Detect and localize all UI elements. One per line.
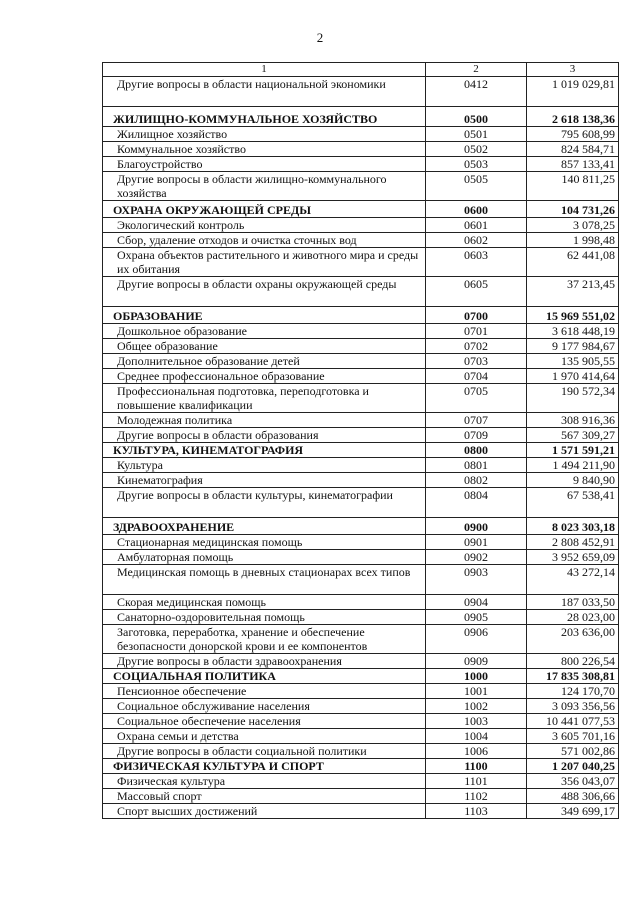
table-row — [103, 699, 619, 714]
row-name: Социальное обеспечение населения — [103, 714, 426, 729]
row-amount: 104 731,26 — [527, 201, 619, 218]
table-row — [103, 218, 619, 233]
row-amount: 15 969 551,02 — [527, 307, 619, 324]
row-code: 1002 — [426, 699, 527, 714]
table-row — [103, 277, 619, 307]
table-row — [103, 789, 619, 804]
row-amount: 62 441,08 — [527, 248, 619, 277]
row-name: Медицинская помощь в дневных стационарах всех типов — [103, 565, 426, 595]
row-name: Дошкольное образование — [103, 324, 426, 339]
row-amount: 140 811,25 — [527, 172, 619, 201]
row-code: 0905 — [426, 610, 527, 625]
row-amount: 9 177 984,67 — [527, 339, 619, 354]
row-code: 0600 — [426, 201, 527, 218]
row-amount: 3 078,25 — [527, 218, 619, 233]
table-header-row — [103, 63, 619, 77]
table-row — [103, 428, 619, 443]
table-row — [103, 172, 619, 201]
row-code: 0909 — [426, 654, 527, 669]
section-row — [103, 307, 619, 324]
header-col-2: 2 — [426, 63, 527, 77]
table-row — [103, 535, 619, 550]
row-name: Кинематография — [103, 473, 426, 488]
row-code: 1000 — [426, 669, 527, 684]
table-row — [103, 714, 619, 729]
row-code: 0709 — [426, 428, 527, 443]
row-name: Коммунальное хозяйство — [103, 142, 426, 157]
row-code: 0903 — [426, 565, 527, 595]
row-amount: 3 952 659,09 — [527, 550, 619, 565]
row-name: Санаторно-оздоровительная помощь — [103, 610, 426, 625]
row-name: Скорая медицинская помощь — [103, 595, 426, 610]
row-amount: 308 916,36 — [527, 413, 619, 428]
table-row — [103, 654, 619, 669]
row-code: 0702 — [426, 339, 527, 354]
row-code: 0700 — [426, 307, 527, 324]
table-row — [103, 550, 619, 565]
row-name: Жилищное хозяйство — [103, 127, 426, 142]
row-amount: 135 905,55 — [527, 354, 619, 369]
row-name: ОБРАЗОВАНИЕ — [103, 307, 426, 324]
section-row — [103, 107, 619, 127]
row-name: Другие вопросы в области образования — [103, 428, 426, 443]
row-amount: 800 226,54 — [527, 654, 619, 669]
row-name: Спорт высших достижений — [103, 804, 426, 819]
row-code: 1102 — [426, 789, 527, 804]
table-row — [103, 354, 619, 369]
table-row — [103, 77, 619, 107]
row-amount: 187 033,50 — [527, 595, 619, 610]
row-amount: 124 170,70 — [527, 684, 619, 699]
page-number: 2 — [316, 30, 324, 45]
section-row — [103, 669, 619, 684]
row-name: Социальное обслуживание населения — [103, 699, 426, 714]
row-amount: 17 835 308,81 — [527, 669, 619, 684]
row-amount: 1 571 591,21 — [527, 443, 619, 458]
row-amount: 1 998,48 — [527, 233, 619, 248]
row-amount: 2 618 138,36 — [527, 107, 619, 127]
table-row — [103, 774, 619, 789]
row-amount: 67 538,41 — [527, 488, 619, 518]
row-name: Профессиональная подготовка, переподготовка и повышение квалификации — [103, 384, 426, 413]
row-code: 0902 — [426, 550, 527, 565]
row-amount: 3 618 448,19 — [527, 324, 619, 339]
row-code: 0901 — [426, 535, 527, 550]
table-row — [103, 127, 619, 142]
row-amount: 190 572,34 — [527, 384, 619, 413]
row-name: Культура — [103, 458, 426, 473]
row-name: Экологический контроль — [103, 218, 426, 233]
row-amount: 857 133,41 — [527, 157, 619, 172]
row-amount: 356 043,07 — [527, 774, 619, 789]
row-code: 1003 — [426, 714, 527, 729]
row-amount: 9 840,90 — [527, 473, 619, 488]
row-amount: 10 441 077,53 — [527, 714, 619, 729]
budget-table-container — [102, 62, 614, 819]
budget-table-body — [103, 63, 619, 819]
table-row — [103, 142, 619, 157]
row-amount: 349 699,17 — [527, 804, 619, 819]
row-code: 0500 — [426, 107, 527, 127]
row-amount: 3 093 356,56 — [527, 699, 619, 714]
row-code: 0701 — [426, 324, 527, 339]
row-amount: 28 023,00 — [527, 610, 619, 625]
row-amount: 824 584,71 — [527, 142, 619, 157]
row-code: 0801 — [426, 458, 527, 473]
row-amount: 8 023 303,18 — [527, 518, 619, 535]
row-code: 0605 — [426, 277, 527, 307]
row-name: Сбор, удаление отходов и очистка сточных вод — [103, 233, 426, 248]
row-name: Другие вопросы в области культуры, кинематографии — [103, 488, 426, 518]
row-name: Массовый спорт — [103, 789, 426, 804]
row-code: 0601 — [426, 218, 527, 233]
table-row — [103, 458, 619, 473]
row-code: 0501 — [426, 127, 527, 142]
row-name: Дополнительное образование детей — [103, 354, 426, 369]
row-code: 1100 — [426, 759, 527, 774]
row-name: ОХРАНА ОКРУЖАЮЩЕЙ СРЕДЫ — [103, 201, 426, 218]
section-row — [103, 443, 619, 458]
row-code: 0802 — [426, 473, 527, 488]
row-amount: 43 272,14 — [527, 565, 619, 595]
table-row — [103, 369, 619, 384]
row-amount: 37 213,45 — [527, 277, 619, 307]
row-amount: 3 605 701,16 — [527, 729, 619, 744]
row-code: 0603 — [426, 248, 527, 277]
table-row — [103, 565, 619, 595]
row-code: 0906 — [426, 625, 527, 654]
row-name: Охрана объектов растительного и животного мира и среды их обитания — [103, 248, 426, 277]
row-name: Пенсионное обеспечение — [103, 684, 426, 699]
row-name: Общее образование — [103, 339, 426, 354]
budget-table — [102, 62, 619, 819]
row-name: Другие вопросы в области охраны окружающей среды — [103, 277, 426, 307]
table-row — [103, 804, 619, 819]
row-name: ЗДРАВООХРАНЕНИЕ — [103, 518, 426, 535]
row-code: 1103 — [426, 804, 527, 819]
section-row — [103, 201, 619, 218]
row-name: Стационарная медицинская помощь — [103, 535, 426, 550]
row-amount: 1 019 029,81 — [527, 77, 619, 107]
table-row — [103, 248, 619, 277]
row-amount: 2 808 452,91 — [527, 535, 619, 550]
row-amount: 488 306,66 — [527, 789, 619, 804]
row-code: 0602 — [426, 233, 527, 248]
table-row — [103, 625, 619, 654]
row-code: 0804 — [426, 488, 527, 518]
table-row — [103, 729, 619, 744]
row-amount: 567 309,27 — [527, 428, 619, 443]
table-row — [103, 413, 619, 428]
table-row — [103, 473, 619, 488]
row-code: 1004 — [426, 729, 527, 744]
row-name: Физическая культура — [103, 774, 426, 789]
row-code: 0412 — [426, 77, 527, 107]
table-row — [103, 157, 619, 172]
row-code: 0707 — [426, 413, 527, 428]
row-code: 1001 — [426, 684, 527, 699]
section-row — [103, 518, 619, 535]
table-row — [103, 488, 619, 518]
row-name: Другие вопросы в области национальной экономики — [103, 77, 426, 107]
header-col-3: 3 — [527, 63, 619, 77]
table-row — [103, 339, 619, 354]
row-name: КУЛЬТУРА, КИНЕМАТОГРАФИЯ — [103, 443, 426, 458]
row-amount: 1 494 211,90 — [527, 458, 619, 473]
row-code: 0502 — [426, 142, 527, 157]
row-name: Благоустройство — [103, 157, 426, 172]
row-amount: 571 002,86 — [527, 744, 619, 759]
row-name: СОЦИАЛЬНАЯ ПОЛИТИКА — [103, 669, 426, 684]
section-row — [103, 759, 619, 774]
row-name: ЖИЛИЩНО-КОММУНАЛЬНОЕ ХОЗЯЙСТВО — [103, 107, 426, 127]
row-name: Другие вопросы в области жилищно-коммунального хозяйства — [103, 172, 426, 201]
row-amount: 1 207 040,25 — [527, 759, 619, 774]
row-name: Амбулаторная помощь — [103, 550, 426, 565]
row-code: 0704 — [426, 369, 527, 384]
table-row — [103, 324, 619, 339]
table-row — [103, 595, 619, 610]
table-row — [103, 610, 619, 625]
header-col-1: 1 — [103, 63, 426, 77]
table-row — [103, 744, 619, 759]
row-name: Заготовка, переработка, хранение и обеспечение безопасности донорской крови и ее компонентов — [103, 625, 426, 654]
row-name: Молодежная политика — [103, 413, 426, 428]
row-code: 1101 — [426, 774, 527, 789]
row-code: 0900 — [426, 518, 527, 535]
table-row — [103, 384, 619, 413]
row-code: 0503 — [426, 157, 527, 172]
table-row — [103, 233, 619, 248]
row-name: ФИЗИЧЕСКАЯ КУЛЬТУРА И СПОРТ — [103, 759, 426, 774]
row-amount: 203 636,00 — [527, 625, 619, 654]
row-name: Другие вопросы в области здравоохранения — [103, 654, 426, 669]
table-row — [103, 684, 619, 699]
row-code: 0904 — [426, 595, 527, 610]
row-code: 0703 — [426, 354, 527, 369]
row-code: 0505 — [426, 172, 527, 201]
row-code: 0705 — [426, 384, 527, 413]
row-amount: 1 970 414,64 — [527, 369, 619, 384]
row-name: Охрана семьи и детства — [103, 729, 426, 744]
row-name: Среднее профессиональное образование — [103, 369, 426, 384]
row-amount: 795 608,99 — [527, 127, 619, 142]
row-code: 0800 — [426, 443, 527, 458]
row-code: 1006 — [426, 744, 527, 759]
row-name: Другие вопросы в области социальной политики — [103, 744, 426, 759]
